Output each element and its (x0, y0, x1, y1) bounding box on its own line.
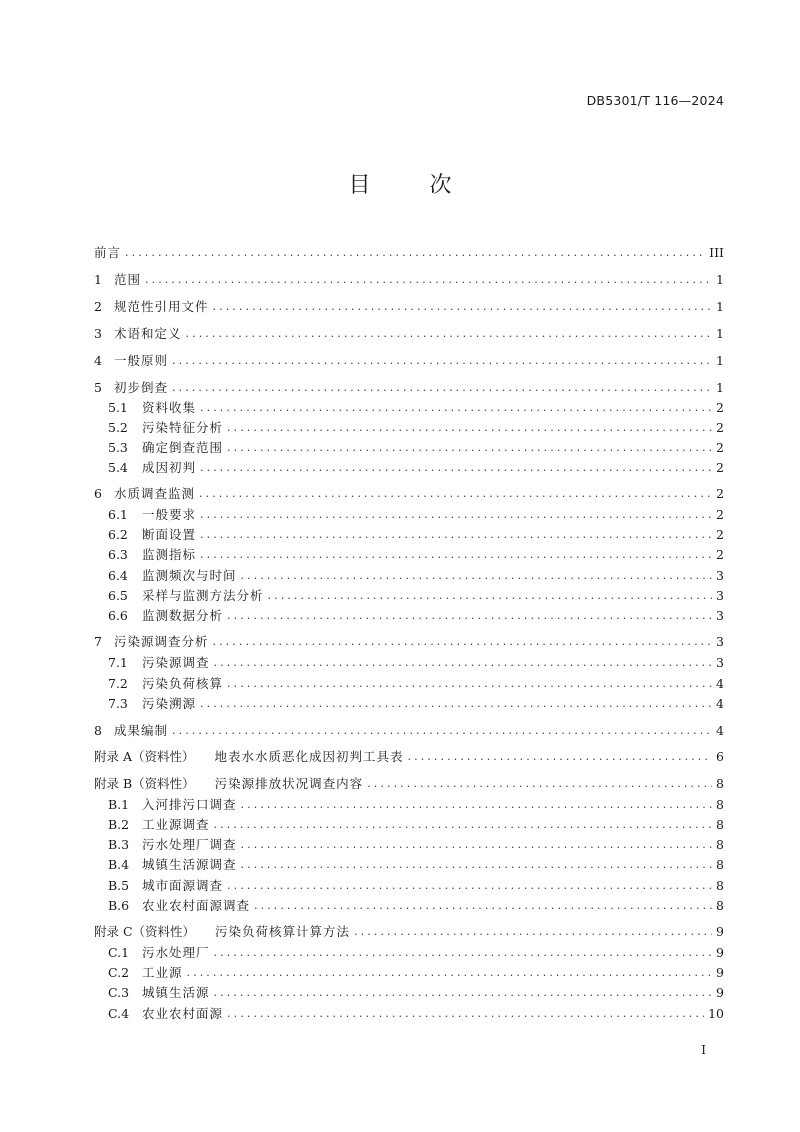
toc-label: 工业源 (142, 965, 183, 980)
toc-entry-b-1[interactable] (108, 795, 724, 813)
toc-page: 8 (716, 856, 724, 872)
toc-number: 4 (94, 352, 102, 368)
page-number: I (701, 1043, 706, 1057)
toc-page: 3 (716, 633, 724, 649)
leader-dots (214, 946, 712, 959)
toc-label: 污染负荷核算 (142, 676, 224, 691)
toc-entry-c-2[interactable] (108, 963, 724, 981)
toc-page: 2 (716, 459, 724, 475)
toc-page: 2 (716, 419, 724, 435)
toc-label: 术语和定义 (114, 326, 182, 341)
toc-number: 附录 B（资料性） (94, 776, 195, 791)
toc-entry-7-3[interactable] (108, 694, 724, 712)
leader-dots (187, 966, 712, 979)
toc-label: 污染源排放状况调查内容 (214, 776, 364, 791)
leader-dots (200, 528, 712, 541)
toc-label: 污染溯源 (142, 696, 197, 711)
toc-page: 1 (716, 352, 724, 368)
leader-dots (354, 925, 712, 938)
leader-dots (214, 818, 712, 831)
toc-number: 7 (94, 633, 102, 649)
toc-page: 1 (716, 325, 724, 341)
toc-page: 8 (716, 775, 724, 791)
leader-dots (172, 724, 712, 737)
toc-page: 1 (716, 379, 724, 395)
leader-dots (227, 1007, 704, 1020)
toc-page: 9 (716, 984, 724, 1000)
toc-entry-foreword[interactable] (94, 243, 724, 261)
leader-dots (241, 858, 712, 871)
toc-page: 3 (716, 607, 724, 623)
toc-entry-b-4[interactable] (108, 855, 724, 873)
toc-entry-6-4[interactable] (108, 566, 724, 584)
toc-page: 2 (716, 546, 724, 562)
leader-dots (214, 986, 712, 999)
leader-dots (213, 635, 712, 648)
toc-number: 2 (94, 298, 102, 314)
toc-label: 确定倒查范围 (142, 440, 224, 455)
toc-label: 农业农村面源调查 (142, 898, 251, 913)
leader-dots (172, 354, 712, 367)
toc-entry-6-5[interactable] (108, 586, 724, 604)
toc-entry-appendix-b[interactable] (94, 774, 724, 792)
toc-entry-appendix-c[interactable] (94, 922, 724, 940)
toc-number: 6 (94, 485, 102, 501)
toc-page: 3 (716, 587, 724, 603)
toc-number: C.2 (108, 964, 130, 980)
leader-dots (172, 381, 712, 394)
toc-label: 污染源调查 (142, 655, 210, 670)
toc-number: 6.1 (108, 506, 128, 522)
toc-entry-2[interactable] (94, 297, 724, 315)
toc-entry-8[interactable] (94, 721, 724, 739)
page-title (0, 168, 800, 199)
leader-dots (227, 609, 712, 622)
leader-dots (227, 677, 712, 690)
toc-number: B.4 (108, 856, 130, 872)
toc-label: 水质调查监测 (114, 486, 196, 501)
leader-dots (186, 327, 712, 340)
toc-page: 2 (716, 399, 724, 415)
toc-number: 5.3 (108, 439, 128, 455)
toc-entry-b-5[interactable] (108, 876, 724, 894)
toc-label: 入河排污口调查 (142, 797, 237, 812)
toc-label: 监测数据分析 (142, 608, 224, 623)
toc-page: 6 (716, 748, 724, 764)
toc-number: 6.4 (108, 567, 128, 583)
toc-number: 3 (94, 325, 102, 341)
leader-dots (200, 401, 712, 414)
leader-dots (254, 899, 712, 912)
toc-label: 监测指标 (142, 547, 197, 562)
toc-number: 附录 C（资料性） (94, 924, 196, 939)
toc-entry-5-3[interactable] (108, 438, 724, 456)
toc-page: 8 (716, 836, 724, 852)
toc-entry-5-1[interactable] (108, 398, 724, 416)
toc-page: 2 (716, 485, 724, 501)
toc-entry-5-2[interactable] (108, 418, 724, 436)
leader-dots (125, 246, 705, 259)
leader-dots (200, 548, 712, 561)
toc-page: 9 (716, 964, 724, 980)
toc-label: 城镇生活源调查 (142, 857, 237, 872)
toc-number: 5.1 (108, 399, 128, 415)
toc-page: 3 (716, 567, 724, 583)
toc-number: C.3 (108, 984, 130, 1000)
toc-label: 工业源调查 (142, 817, 210, 832)
toc-label: 农业农村面源 (142, 1006, 224, 1021)
toc-entry-c-4[interactable] (108, 1004, 724, 1022)
toc-number: B.2 (108, 816, 130, 832)
toc-entry-4[interactable] (94, 351, 724, 369)
toc-page: 8 (716, 897, 724, 913)
toc-entry-1[interactable] (94, 270, 724, 288)
toc-entry-6[interactable] (94, 484, 724, 502)
toc-entry-appendix-a[interactable] (94, 747, 724, 765)
toc-number: 5.4 (108, 459, 128, 475)
toc-label: 前言 (94, 245, 122, 260)
toc-page: 4 (716, 695, 724, 711)
toc-number: B.1 (108, 796, 130, 812)
toc-entry-6-1[interactable] (108, 505, 724, 523)
leader-dots (241, 798, 712, 811)
toc-entry-5-4[interactable] (108, 458, 724, 476)
toc-label: 污染特征分析 (142, 420, 224, 435)
toc-number: 7.2 (108, 675, 128, 691)
leader-dots (408, 750, 712, 763)
toc-number: B.3 (108, 836, 130, 852)
toc-label: 地表水水质恶化成因初判工具表 (214, 749, 404, 764)
toc-label: 污染源调查分析 (114, 634, 209, 649)
toc-entry-7[interactable] (94, 632, 724, 650)
toc-page: 2 (716, 439, 724, 455)
toc-number: B.5 (108, 877, 130, 893)
toc-number: 1 (94, 271, 102, 287)
toc-page: 3 (716, 654, 724, 670)
leader-dots (227, 421, 712, 434)
toc-page: 4 (716, 722, 724, 738)
toc-label: 规范性引用文件 (114, 299, 209, 314)
toc-number: 5.2 (108, 419, 128, 435)
toc-label: 污水处理厂调查 (142, 837, 237, 852)
toc-entry-6-6[interactable] (108, 606, 724, 624)
toc-page: 2 (716, 506, 724, 522)
leader-dots (227, 441, 712, 454)
leader-dots (200, 461, 712, 474)
leader-dots (200, 697, 712, 710)
toc-label: 一般要求 (142, 507, 197, 522)
toc-number: 7.1 (108, 654, 128, 670)
toc-entry-6-2[interactable] (108, 525, 724, 543)
document-code: DB5301/T 116—2024 (586, 93, 724, 108)
toc-number: C.1 (108, 944, 130, 960)
toc-entry-c-1[interactable] (108, 943, 724, 961)
toc-page: 1 (716, 298, 724, 314)
toc-page: 10 (708, 1005, 724, 1021)
toc-entry-b-6[interactable] (108, 896, 724, 914)
toc-label: 污水处理厂 (142, 945, 210, 960)
toc-label: 范围 (114, 272, 142, 287)
toc-number: 8 (94, 722, 102, 738)
title-char-1: 目 (348, 173, 371, 198)
toc-number: B.6 (108, 897, 130, 913)
toc-entry-5[interactable] (94, 378, 724, 396)
leader-dots (213, 300, 712, 313)
toc-page: 8 (716, 877, 724, 893)
toc-number: 6.6 (108, 607, 128, 623)
toc-entry-c-3[interactable] (108, 983, 724, 1001)
leader-dots (199, 487, 712, 500)
toc-entry-3[interactable] (94, 324, 724, 342)
toc-label: 断面设置 (142, 527, 197, 542)
leader-dots (214, 656, 712, 669)
leader-dots (227, 879, 712, 892)
leader-dots (241, 569, 712, 582)
toc-entry-b-2[interactable] (108, 815, 724, 833)
toc-page: III (709, 244, 724, 260)
toc-label: 一般原则 (114, 353, 169, 368)
toc-label: 城市面源调查 (142, 878, 224, 893)
toc-number: 7.3 (108, 695, 128, 711)
leader-dots (268, 589, 712, 602)
toc-label: 资料收集 (142, 400, 197, 415)
toc-entry-b-3[interactable] (108, 835, 724, 853)
toc-number: 5 (94, 379, 102, 395)
toc-number: 6.5 (108, 587, 128, 603)
toc-page: 9 (716, 923, 724, 939)
toc-label: 污染负荷核算计算方法 (215, 924, 351, 939)
toc-page: 1 (716, 271, 724, 287)
toc-page: 2 (716, 526, 724, 542)
toc-label: 初步倒查 (114, 380, 169, 395)
toc-label: 成果编制 (114, 723, 169, 738)
toc-page: 8 (716, 816, 724, 832)
leader-dots (241, 838, 712, 851)
toc-number: C.4 (108, 1005, 130, 1021)
toc-label: 成因初判 (142, 460, 197, 475)
toc-number: 附录 A（资料性） (94, 749, 195, 764)
toc-label: 监测频次与时间 (142, 568, 237, 583)
toc-entry-7-2[interactable] (108, 674, 724, 692)
leader-dots (367, 777, 712, 790)
toc-label: 城镇生活源 (142, 985, 210, 1000)
toc-page: 4 (716, 675, 724, 691)
leader-dots (145, 273, 712, 286)
title-char-2: 次 (429, 173, 452, 198)
toc-entry-7-1[interactable] (108, 653, 724, 671)
toc-label: 采样与监测方法分析 (142, 588, 264, 603)
toc-page: 9 (716, 944, 724, 960)
leader-dots (200, 508, 712, 521)
toc-number: 6.2 (108, 526, 128, 542)
toc-page: 8 (716, 796, 724, 812)
toc-entry-6-3[interactable] (108, 545, 724, 563)
toc-number: 6.3 (108, 546, 128, 562)
